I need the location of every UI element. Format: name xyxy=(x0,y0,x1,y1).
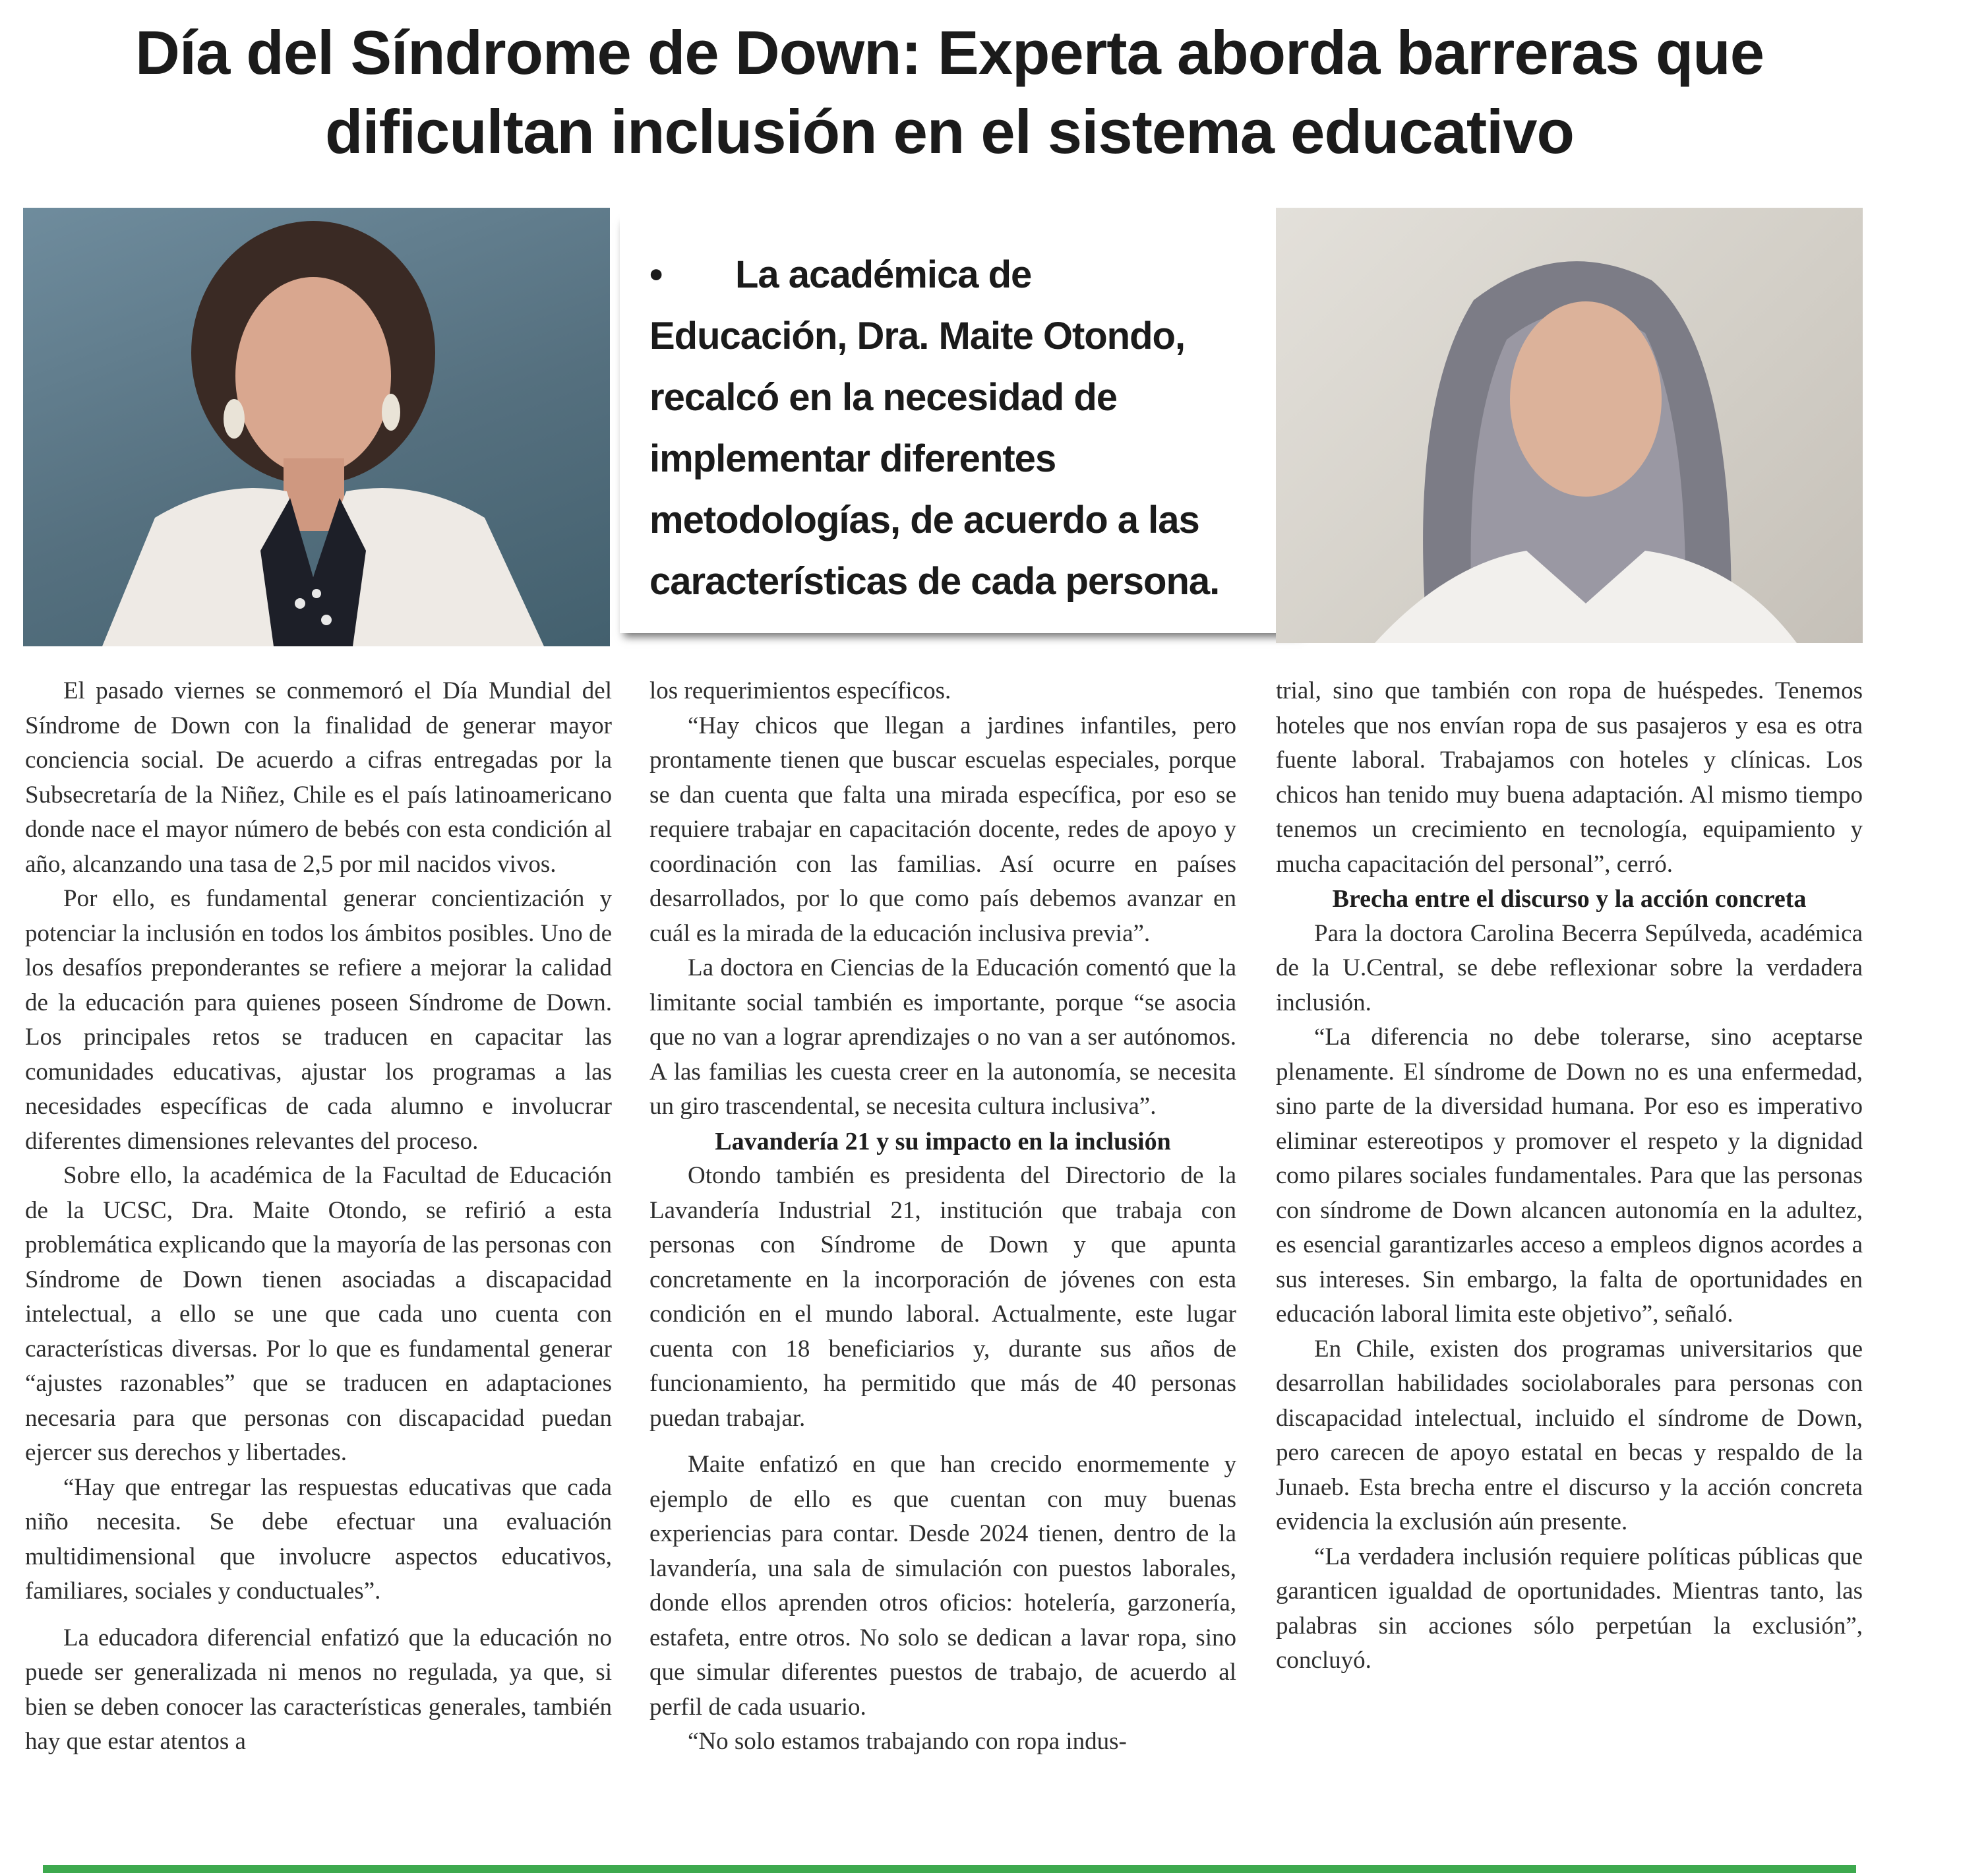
article-column-1 xyxy=(25,674,612,1760)
photo-carolina-becerra xyxy=(1276,208,1863,643)
article-column-2 xyxy=(649,674,1236,1760)
paragraph: trial, sino que también con ropa de huéspedes. Tenemos hoteles que nos envían ropa de sus pasajeros y esa es otra fuente laboral. Trabajamos con hoteles y clínicas. Los chicos han tenido muy buena adaptación. Al mismo tiempo tenemos un crecimiento en tecnología, equipamiento y mucha capacitación del personal”, cerró. xyxy=(1276,677,1863,878)
paragraph: “Hay que entregar las respuestas educativas que cada niño necesita. Se debe efectuar una evaluación multidimensional que involucre aspectos educativos, familiares, sociales y conductuales”. xyxy=(25,1473,612,1605)
footer-accent-bar xyxy=(43,1865,1856,1873)
paragraph: La doctora en Ciencias de la Educación comentó que la limitante social también es importante, porque “se asocia que no van a lograr aprendizajes o no van a ser autónomos. A las familias les cuesta creer en la autonomía, se necesita un giro trascendental, se necesita cultura inclusiva”. xyxy=(649,954,1236,1120)
paragraph: Otondo también es presidenta del Directorio de la Lavandería Industrial 21, institución que trabaja con personas con Síndrome de Down y que apunta concretamente en la incorporación de jóvenes con esta condición en el mundo laboral. Actualmente, este lugar cuenta con 18 beneficiarios y, durante sus años de funcionamiento, ha permitido que más de 40 personas puedan trabajar. xyxy=(649,1162,1236,1432)
paragraph: “Hay chicos que llegan a jardines infantiles, pero prontamente tienen que buscar escuelas especiales, porque se dan cuenta que falta una mirada específica, por eso se requiere trabajar en capacitación docente, redes de apoyo y coordinación con las familias. Así ocurre en países desarrollados, por lo que como país debemos avanzar en cuál es la mirada de la educación inclusiva previa”. xyxy=(649,712,1236,947)
headline-line-1: Día del Síndrome de Down: Experta aborda barreras que xyxy=(135,18,1764,87)
paragraph: La educadora diferencial enfatizó que la educación no puede ser generalizada ni menos no regulada, ya que, si bien se deben conocer las características generales, también hay que estar atentos a xyxy=(25,1624,612,1755)
article-column-3 xyxy=(1276,674,1863,1678)
pullquote-bullet: • xyxy=(649,253,663,296)
paragraph: los requerimientos específicos. xyxy=(649,677,951,704)
paragraph: En Chile, existen dos programas universitarios que desarrollan habilidades sociolaborales para personas con discapacidad intelectual, incluido el síndrome de Down, pero carecen de apoyo estatal en becas y respaldo de la Junaeb. Esta brecha entre el discurso y la acción concreta evidencia la exclusión aún presente. xyxy=(1276,1335,1863,1535)
paragraph: Sobre ello, la académica de la Facultad de Educación de la UCSC, Dra. Maite Otondo, se refirió a esta problemática explicando que la mayoría de las personas con Síndrome de Down tienen asociadas a discapacidad intelectual, a ello se une que cada uno cuenta con características diversas. Por lo que es fundamental generar “ajustes razonables” que se traducen en adaptaciones necesaria para que personas con discapacidad puedan ejercer sus derechos y libertades. xyxy=(25,1162,612,1466)
photo-maite-otondo xyxy=(23,208,610,646)
paragraph: El pasado viernes se conmemoró el Día Mundial del Síndrome de Down con la finalidad de generar mayor conciencia social. De acuerdo a cifras entregadas por la Subsecretaría de la Niñez, Chile es el país latinoamericano donde nace el mayor número de bebés con esta condición al año, alcanzando una tasa de 2,5 por mil nacidos vivos. xyxy=(25,677,612,878)
subheading-lavanderia: Lavandería 21 y su impacto en la inclusión xyxy=(715,1127,1171,1155)
subheading-brecha: Brecha entre el discurso y la acción concreta xyxy=(1332,885,1807,913)
paragraph: Para la doctora Carolina Becerra Sepúlveda, académica de la U.Central, se debe reflexionar sobre la verdadera inclusión. xyxy=(1276,919,1863,1016)
pullquote xyxy=(649,244,1230,612)
headline xyxy=(26,13,1873,171)
paragraph: Maite enfatizó en que han crecido enormemente y ejemplo de ello es que cuentan con muy buenas experiencias para contar. Desde 2024 tienen, dentro de la lavandería, una sala de simulación con puestos laborales, donde ellos aprenden otros oficios: hotelería, garzonería, estafeta, entre otros. No solo se dedican a lavar ropa, sino que simular diferentes puestos de trabajo, de acuerdo al perfil de cada usuario. xyxy=(649,1451,1236,1721)
paragraph: Por ello, es fundamental generar concientización y potenciar la inclusión en todos los ámbitos posibles. Uno de los desafíos preponderantes se refiere a mejorar la calidad de la educación para quienes poseen Síndrome de Down. Los principales retos se traducen en capacitar las comunidades educativas, ajustar los programas a las necesidades específicas de cada alumno e involucrar diferentes dimensiones relevantes del proceso. xyxy=(25,885,612,1155)
paragraph: “No solo estamos trabajando con ropa indus- xyxy=(688,1728,1127,1755)
paragraph: “La verdadera inclusión requiere políticas públicas que garanticen igualdad de oportunidades. Mientras tanto, las palabras sin acciones sólo perpetúan la exclusión”, concluyó. xyxy=(1276,1543,1863,1674)
pullquote-text: La académica de Educación, Dra. Maite Otondo, recalcó en la necesidad de implementar diferentes metodologías, de acuerdo a las características de cada persona. xyxy=(649,253,1220,603)
paragraph: “La diferencia no debe tolerarse, sino aceptarse plenamente. El síndrome de Down no es una enfermedad, sino parte de la diversidad humana. Por eso es imperativo eliminar estereotipos y promover el respeto y la dignidad como pilares sociales fundamentales. Para que las personas con síndrome de Down alcancen autonomía en la adultez, es esencial garantizarles acceso a empleos dignos acordes a sus intereses. Sin embargo, la falta de oportunidades en educación laboral limita este objetivo”, señaló. xyxy=(1276,1024,1863,1328)
headline-line-2: dificultan inclusión en el sistema educativo xyxy=(325,97,1574,166)
